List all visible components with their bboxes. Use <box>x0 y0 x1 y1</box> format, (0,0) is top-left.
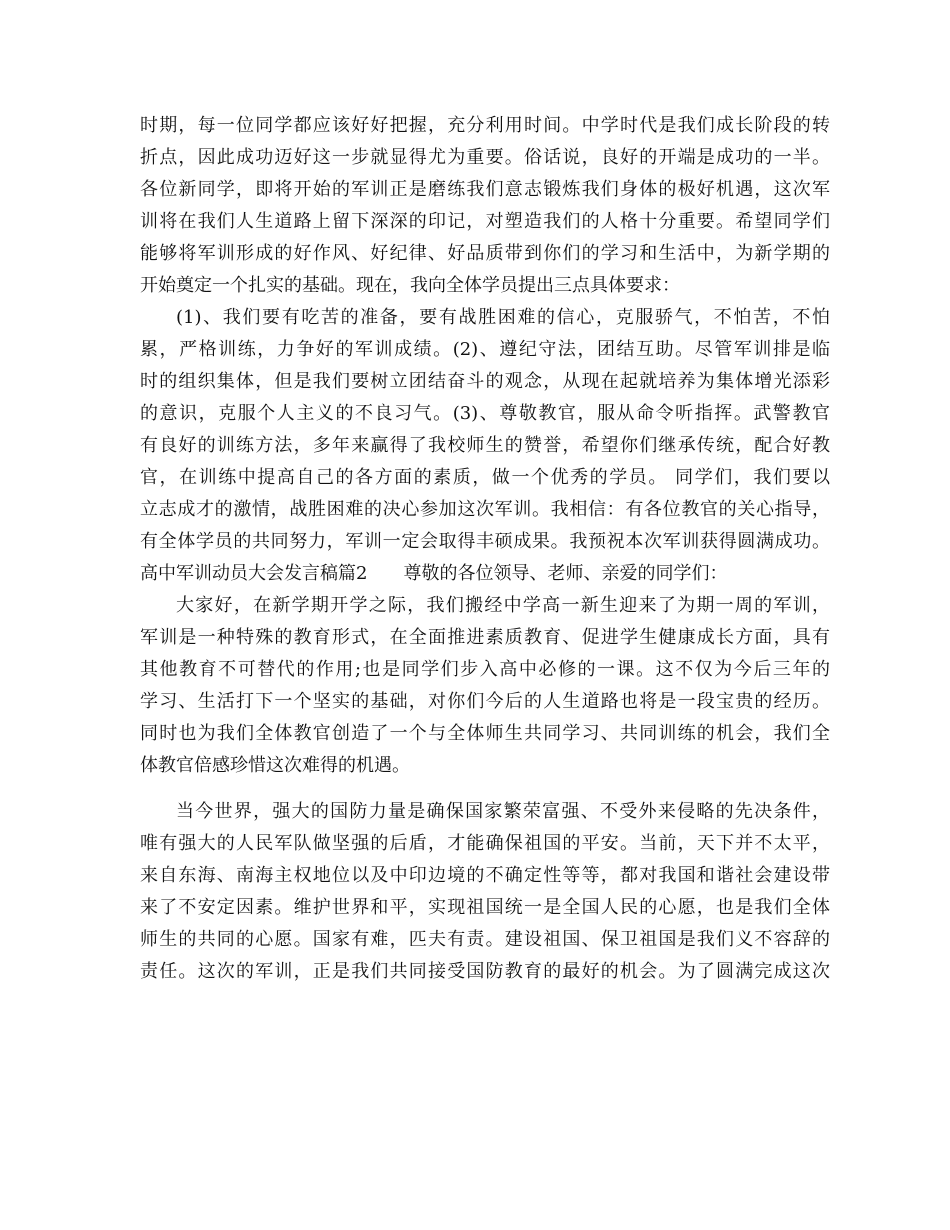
text-line: 时的组织集体，但是我们要树立团结奋斗的观念，从现在起就培养为集体增光添彩 <box>140 371 830 392</box>
text-line: 责任。这次的军训，正是我们共同接受国防教育的最好的机会。为了圆满完成这次 <box>140 961 830 982</box>
document-body <box>140 110 830 988</box>
paragraph-gap <box>140 782 830 796</box>
text-line: 体教官倍感珍惜这次难得的机遇。 <box>140 755 410 776</box>
text-line: 当今世界，强大的国防力量是确保国家繁荣富强、不受外来侵略的先决条件， <box>176 801 830 822</box>
text-line: 来自东海、南海主权地位以及中印边境的不确定性等等，都对我国和谐社会建设带 <box>140 865 830 886</box>
section-heading-line: 高中军训动员大会发言稿篇2 尊敬的各位领导、老师、亲爱的同学们： <box>140 563 728 584</box>
text-line: 折点，因此成功迈好这一步就显得尤为重要。俗话说，良好的开端是成功的一半。 <box>140 147 830 168</box>
text-line: 开始奠定一个扎实的基础。现在，我向全体学员提出三点具体要求： <box>140 275 680 296</box>
text-line: 有良好的训练方法，多年来赢得了我校师生的赞誉，希望你们继承传统，配合好教 <box>140 435 830 456</box>
text-line: 来了不安定因素。维护世界和平，实现祖国统一是全国人民的心愿，也是我们全体 <box>140 897 830 918</box>
text-line: 同时也为我们全体教官创造了一个与全体师生共同学习、共同训练的机会，我们全 <box>140 723 830 744</box>
text-line: 时期，每一位同学都应该好好把握，充分利用时间。中学时代是我们成长阶段的转 <box>140 115 830 136</box>
text-line: 师生的共同的心愿。国家有难，匹夫有责。建设祖国、保卫祖国是我们义不容辞的 <box>140 929 830 950</box>
text-line: 唯有强大的人民军队做坚强的后盾，才能确保祖国的平安。当前，天下并不太平， <box>140 833 830 854</box>
text-line: 大家好，在新学期开学之际，我们搬经中学高一新生迎来了为期一周的军训， <box>176 595 830 616</box>
text-line: 各位新同学，即将开始的军训正是磨练我们意志锻炼我们身体的极好机遇，这次军 <box>140 179 830 200</box>
text-line: 累，严格训练，力争好的军训成绩。(2)、遵纪守法，团结互助。尽管军训排是临 <box>140 339 830 360</box>
text-line: 学习、生活打下一个坚实的基础，对你们今后的人生道路也将是一段宝贵的经历。 <box>140 691 830 712</box>
text-line: (1)、我们要有吃苦的准备，要有战胜困难的信心，克服骄气，不怕苦，不怕 <box>176 307 830 328</box>
text-line: 其他教育不可替代的作用;也是同学们步入高中必修的一课。这不仅为今后三年的 <box>140 659 830 680</box>
text-line: 能够将军训形成的好作风、好纪律、好品质带到你们的学习和生活中，为新学期的 <box>140 243 830 264</box>
text-line: 有全体学员的共同努力，军训一定会取得丰硕成果。我预祝本次军训获得圆满成功。 <box>140 531 830 552</box>
text-line: 的意识，克服个人主义的不良习气。(3)、尊敬教官，服从命令听指挥。武警教官 <box>140 403 830 424</box>
text-line: 立志成才的激情，战胜困难的决心参加这次军训。我相信：有各位教官的关心指导， <box>140 499 830 520</box>
text-line: 训将在我们人生道路上留下深深的印记，对塑造我们的人格十分重要。希望同学们 <box>140 211 830 232</box>
text-line: 官，在训练中提高自己的各方面的素质，做一个优秀的学员。 同学们，我们要以 <box>140 467 830 488</box>
text-line: 军训是一种特殊的教育形式，在全面推进素质教育、促进学生健康成长方面，具有 <box>140 627 830 648</box>
